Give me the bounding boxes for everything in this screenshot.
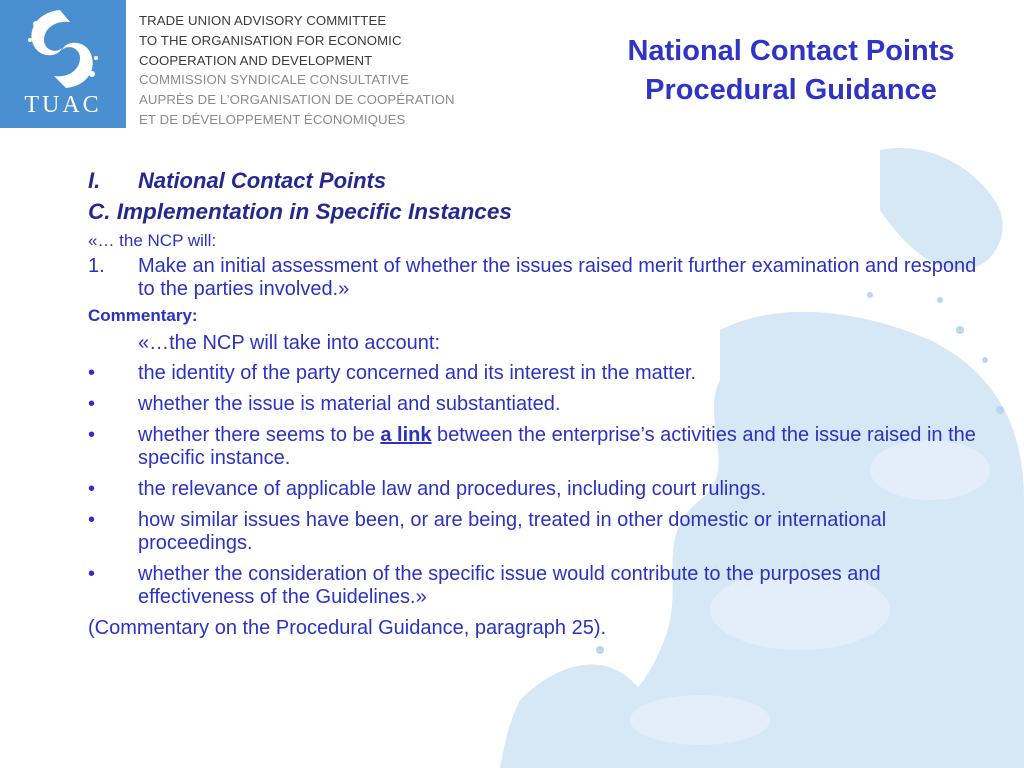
bullet-item <box>88 563 988 609</box>
section-title: National Contact Points <box>138 168 387 193</box>
title-line-2: Procedural Guidance <box>645 74 937 106</box>
org-english-line-1: TRADE UNION ADVISORY COMMITTEE <box>139 13 387 28</box>
subsection-heading: C. Implementation in Specific Instances <box>88 199 512 224</box>
section-number: I. <box>88 168 101 193</box>
bullet-mark: • <box>88 424 96 446</box>
title-line-1: National Contact Points <box>627 35 955 67</box>
commentary-label: Commentary: <box>88 306 198 325</box>
bullet-item <box>88 393 988 416</box>
bullet-text: whether the issue is material and substantiated. <box>138 393 561 415</box>
bullet-item <box>88 509 988 555</box>
logo-text: TUAC <box>24 92 102 118</box>
bullet-text-pre: whether there seems to be <box>138 424 381 446</box>
tuac-logo <box>0 0 126 128</box>
org-french-line-2: AUPRÈS DE L’ORGANISATION DE COOPÉRATION <box>139 92 455 108</box>
bullet-text: the identity of the party concerned and its interest in the matter. <box>138 362 697 384</box>
commentary-intro: «…the NCP will take into account: <box>138 332 441 354</box>
intro-text: «… the NCP will: <box>88 231 217 250</box>
bullet-mark: • <box>88 509 96 531</box>
bullet-item <box>88 424 988 470</box>
organisation-name <box>139 11 455 130</box>
slide-content <box>88 168 988 640</box>
org-french-line-1: COMMISSION SYNDICALE CONSULTATIVE <box>139 72 410 88</box>
bullet-item <box>88 362 988 385</box>
section-heading <box>88 168 988 194</box>
bullet-text: whether the consideration of the specific issue would contribute to the purposes and effectiveness of the Guidelines.» <box>138 563 881 608</box>
org-english-line-3: COOPERATION AND DEVELOPMENT <box>139 52 373 68</box>
bullet-mark: • <box>88 393 96 415</box>
emphasis-a-link: a link <box>380 424 432 446</box>
slide-title <box>548 32 1024 110</box>
citation-footer: (Commentary on the Procedural Guidance, paragraph 25). <box>88 617 607 639</box>
numbered-item <box>88 255 988 301</box>
org-english-line-2: TO THE ORGANISATION FOR ECONOMIC <box>139 32 402 48</box>
bullet-text: the relevance of applicable law and procedures, including court rulings. <box>138 478 767 500</box>
bullet-text <box>138 424 988 470</box>
item-number: 1. <box>88 255 105 277</box>
item-text: Make an initial assessment of whether the issues raised merit further examination and respond to the parties involved.» <box>138 255 977 300</box>
bullet-item <box>88 478 988 501</box>
bullet-mark: • <box>88 362 96 384</box>
bullet-mark: • <box>88 563 96 585</box>
bullet-mark: • <box>88 478 96 500</box>
org-french-line-3: ET DE DÉVELOPPEMENT ÉCONOMIQUES <box>139 111 406 127</box>
bullet-text-post: between the enterprise’s activities and the issue raised in the specific instance. <box>138 424 976 469</box>
bullet-text: how similar issues have been, or are being, treated in other domestic or international proceedings. <box>138 509 887 554</box>
